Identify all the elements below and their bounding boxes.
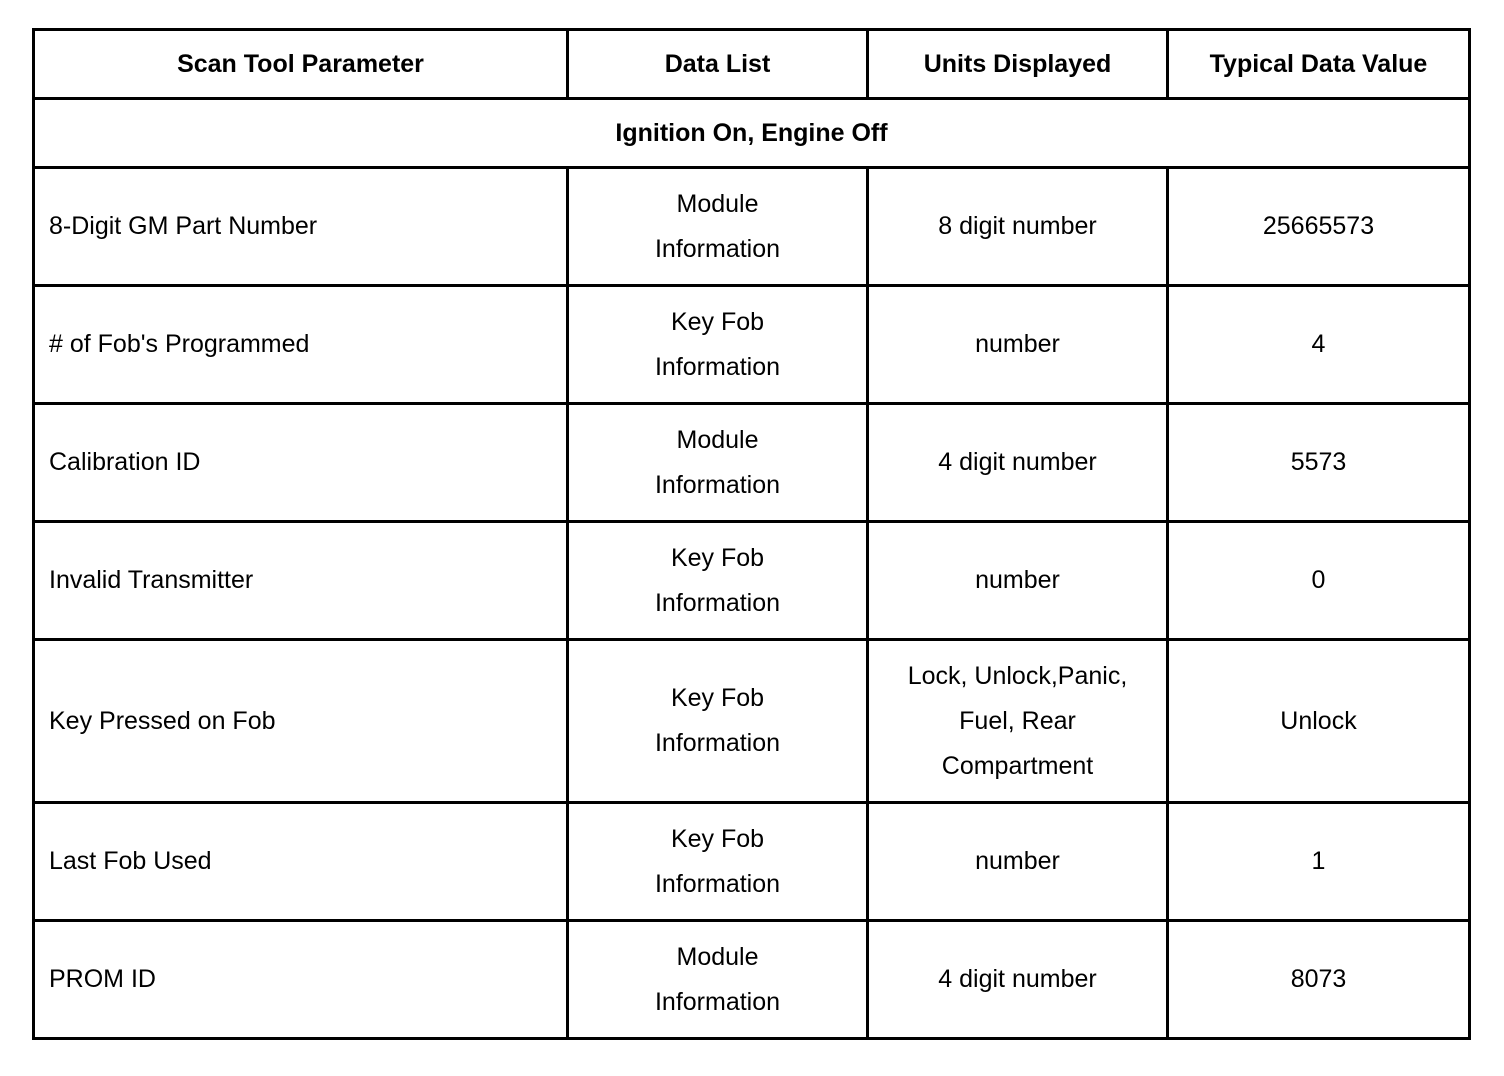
table-row xyxy=(34,168,1470,286)
value-cell: 5573 xyxy=(1168,404,1470,522)
parameter-cell: Calibration ID xyxy=(34,404,568,522)
header-scan-tool-parameter: Scan Tool Parameter xyxy=(34,30,568,99)
data-list-line: Information xyxy=(654,729,781,757)
units-cell xyxy=(868,640,1168,803)
data-list-line: Information xyxy=(654,352,781,381)
table-row xyxy=(34,404,1470,522)
section-label: Ignition On, Engine Off xyxy=(34,99,1470,168)
units-line: number xyxy=(975,847,1060,875)
header-typical-data-value: Typical Data Value xyxy=(1168,30,1470,99)
data-list-line: Key Fob xyxy=(670,543,765,572)
units-cell xyxy=(868,522,1168,640)
units-cell xyxy=(868,921,1168,1039)
data-list-line: Key Fob xyxy=(670,824,765,853)
units-line: number xyxy=(975,330,1060,358)
data-list-line: Key Fob xyxy=(670,307,765,336)
table-row xyxy=(34,803,1470,921)
data-list-line: Key Fob xyxy=(670,684,765,712)
units-line: 4 digit number xyxy=(938,448,1097,476)
table-header xyxy=(34,30,1470,99)
data-list-line: Information xyxy=(654,987,781,1016)
scan-tool-data-table xyxy=(32,28,1471,1040)
data-list-cell xyxy=(568,921,868,1039)
units-cell xyxy=(868,404,1168,522)
units-line: Compartment xyxy=(941,751,1094,780)
units-cell xyxy=(868,803,1168,921)
data-list-line: Information xyxy=(654,470,781,499)
table-body xyxy=(34,99,1470,1039)
units-cell xyxy=(868,286,1168,404)
units-line: number xyxy=(975,566,1060,594)
table-row xyxy=(34,640,1470,803)
data-list-cell xyxy=(568,404,868,522)
units-line: Fuel, Rear xyxy=(959,706,1076,735)
header-data-list: Data List xyxy=(568,30,868,99)
data-list-line: Module xyxy=(676,189,759,218)
parameter-cell: Key Pressed on Fob xyxy=(34,640,568,803)
table-row xyxy=(34,921,1470,1039)
data-list-line: Information xyxy=(654,588,781,617)
units-line: 4 digit number xyxy=(938,965,1097,993)
data-list-cell xyxy=(568,286,868,404)
units-cell xyxy=(868,168,1168,286)
parameter-cell: PROM ID xyxy=(34,921,568,1039)
table-row xyxy=(34,522,1470,640)
data-list-line: Module xyxy=(676,425,759,454)
data-list-cell xyxy=(568,803,868,921)
table-row xyxy=(34,286,1470,404)
value-cell: 25665573 xyxy=(1168,168,1470,286)
value-cell: 0 xyxy=(1168,522,1470,640)
header-row xyxy=(34,30,1470,99)
data-list-line: Information xyxy=(654,234,781,263)
data-list-cell xyxy=(568,640,868,803)
data-list-line: Information xyxy=(654,869,781,898)
value-cell: Unlock xyxy=(1168,640,1470,803)
units-line: Lock, Unlock,Panic, xyxy=(907,661,1128,690)
header-units-displayed: Units Displayed xyxy=(868,30,1168,99)
section-row xyxy=(34,99,1470,168)
parameter-cell: Last Fob Used xyxy=(34,803,568,921)
value-cell: 4 xyxy=(1168,286,1470,404)
value-cell: 1 xyxy=(1168,803,1470,921)
data-list-cell xyxy=(568,168,868,286)
value-cell: 8073 xyxy=(1168,921,1470,1039)
parameter-cell: 8-Digit GM Part Number xyxy=(34,168,568,286)
data-list-line: Module xyxy=(676,942,759,971)
units-line: 8 digit number xyxy=(938,212,1097,240)
parameter-cell: Invalid Transmitter xyxy=(34,522,568,640)
parameter-cell: # of Fob's Programmed xyxy=(34,286,568,404)
data-list-cell xyxy=(568,522,868,640)
